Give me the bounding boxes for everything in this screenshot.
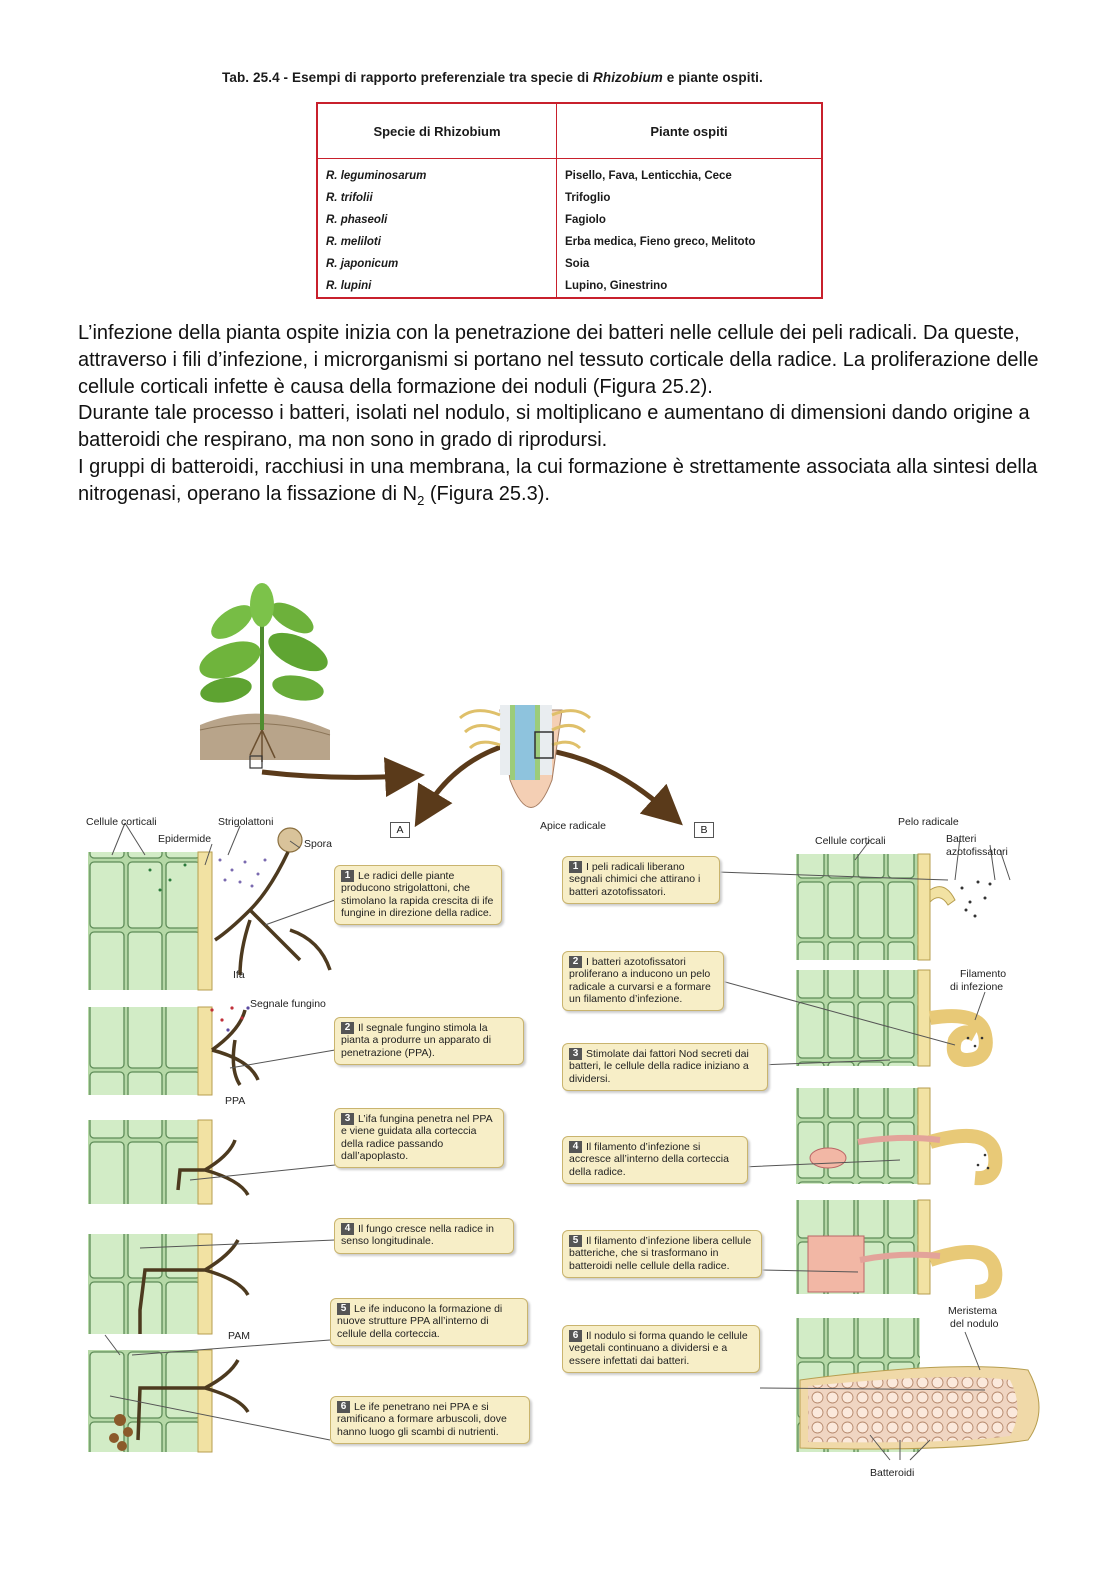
host-cell: Soia [565, 258, 590, 270]
species-cell: R. lupini [317, 275, 557, 298]
host-cell: Pisello, Fava, Lenticchia, Cece [565, 170, 732, 182]
table-row [317, 187, 822, 209]
label-azotofissatori: azotofissatori [946, 846, 1008, 858]
host-cell: Trifoglio [565, 192, 611, 204]
step-a-4: 4 Il fungo cresce nella radice in senso longitudinale. [334, 1218, 514, 1254]
label-meristema: Meristema [948, 1305, 998, 1317]
body-text [78, 320, 1058, 515]
table-row [317, 275, 822, 298]
label-ppa: PPA [225, 1095, 246, 1107]
table-header-species: Specie di Rhizobium [317, 103, 557, 159]
label-segnale-fungino: Segnale fungino [250, 998, 326, 1010]
panel-b-tag: B [694, 822, 714, 838]
step-a-1: 1 Le radici delle piante producono strigolattoni, che stimolano la rapida crescita di ife fungine in direzione della radice. [334, 865, 502, 925]
host-cell: Lupino, Ginestrino [565, 280, 668, 292]
paragraph-bacteroids: Durante tale processo i batteri, isolati nel nodulo, si moltiplicano e aumentano di dimensioni dando origine a batteroidi che respirano, ma non sono in grado di riprodursi. [78, 402, 1030, 452]
step-a-3: 3 L’ifa fungina penetra nel PPA e viene guidata alla corteccia della radice passando dall’apoplasto. [334, 1108, 504, 1168]
label-cellule-corticali-a: Cellule corticali [86, 816, 157, 828]
table-row [317, 159, 822, 188]
table-row [317, 253, 822, 275]
label-spora: Spora [304, 838, 333, 850]
symbiosis-figure [0, 580, 1116, 1510]
paragraph-fixation: I gruppi di batteroidi, racchiusi in una membrana, la cui formazione è strettamente associata alla sintesi della nitrogenasi, operano la fissazione di $N_2$ (Figura 25.3). [78, 455, 1038, 508]
step-b-1: 1 I peli radicali liberano segnali chimici che attirano i batteri azotofissatori. [562, 856, 720, 904]
label-cellule-corticali-b: Cellule corticali [815, 835, 886, 847]
label-batteroidi: Batteroidi [870, 1467, 915, 1479]
label-di-infezione: di infezione [950, 981, 1004, 993]
label-filamento: Filamento [960, 968, 1007, 980]
plant-illustration [194, 583, 333, 768]
panel-a-tag: A [390, 822, 410, 838]
species-cell: R. leguminosarum [317, 159, 557, 188]
panel-a-strips [88, 852, 212, 1452]
species-cell: R. meliloti [317, 231, 557, 253]
label-batteri: Batteri [946, 833, 977, 845]
label-pelo-radicale: Pelo radicale [898, 816, 959, 828]
label-ifa: Ifa [233, 969, 245, 981]
step-b-5: 5 Il filamento d’infezione libera cellule batteriche, che si trasformano in batteroidi nelle cellule della radice. [562, 1230, 762, 1278]
step-b-6: 6 Il nodulo si forma quando le cellule vegetali continuano a dividersi e a essere infettati dai batteri. [562, 1325, 760, 1373]
species-cell: R. phaseoli [317, 209, 557, 231]
species-cell: R. japonicum [317, 253, 557, 275]
label-epidermide: Epidermide [158, 833, 212, 845]
table-row [317, 209, 822, 231]
host-cell: Fagiolo [565, 214, 606, 226]
step-a-2: 2 Il segnale fungino stimola la pianta a produrre un apparato di penetrazione (PPA). [334, 1017, 524, 1065]
label-del-nodulo: del nodulo [950, 1318, 999, 1330]
label-pam: PAM [228, 1330, 250, 1342]
step-a-5: 5 Le ife inducono la formazione di nuove strutture PPA all’interno di cellule della corteccia. [330, 1298, 528, 1346]
species-cell: R. trifolii [317, 187, 557, 209]
rhizobium-table [316, 102, 823, 299]
step-b-3: 3 Stimolate dai fattori Nod secreti dai batteri, le cellule della radice iniziano a dividersi. [562, 1043, 768, 1091]
table-row [317, 231, 822, 253]
step-b-4: 4 Il filamento d’infezione si accresce all’interno della corteccia della radice. [562, 1136, 748, 1184]
step-a-6: 6 Le ife penetrano nei PPA e si ramificano a formare arbuscoli, dove hanno luogo gli scambi di nutrienti. [330, 1396, 530, 1444]
table-caption: Tab. 25.4 - Esempi di rapporto preferenziale tra specie di Rhizobium e piante ospiti. [222, 70, 763, 85]
paragraph-infection: L’infezione della pianta ospite inizia con la penetrazione dei batteri nelle cellule dei peli radicali. Da queste, attraverso i fili d’infezione, i microrganismi si portano nel tessuto corticale della radice. La proliferazione delle cellule corticali infette è causa della formazione dei noduli (Figura 25.2). [78, 322, 1039, 398]
label-apice-radicale: Apice radicale [540, 820, 606, 832]
host-cell: Erba medica, Fieno greco, Melitoto [565, 236, 756, 248]
table-header-hosts: Piante ospiti [557, 103, 823, 159]
label-strigolattoni: Strigolattoni [218, 816, 274, 828]
step-b-2: 2 I batteri azotofissatori proliferano a inducono un pelo radicale a curvarsi e a formare un filamento d’infezione. [562, 951, 724, 1011]
